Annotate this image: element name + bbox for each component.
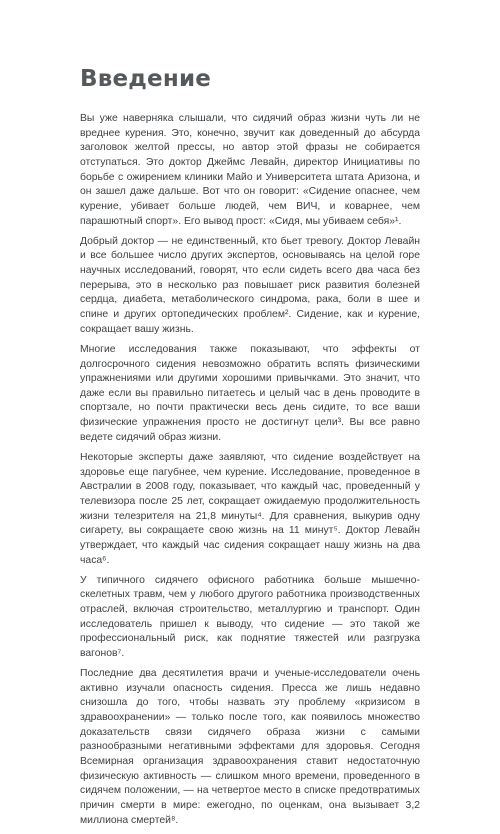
paragraph-5: У типичного сидячего офисного работника больше мышечно-скелетных травм, чем у любого другого работника производственных отраслей, включая строительство, металлургию и транспорт. Один исследователь пришел к выводу, что сидение — это такой же профессиональный риск, как поднятие тяжестей или разгрузка вагонов⁷. <box>80 574 420 659</box>
paragraph-2: Добрый доктор — не единственный, кто бьет тревогу. Доктор Левайн и все большее число других экспертов, основываясь на целой горе научных исследований, говорят, что если сидеть всего два часа без перерыва, это в несколько раз повышает риск развития болезней сердца, диабета, метаболического синдрома, рака, боли в шее и спине и других ортопедических проблем². Сидение, как и курение, сокращает вашу жизнь. <box>80 235 420 335</box>
chapter-title: Введение <box>80 66 212 92</box>
paragraph-1: Вы уже наверняка слышали, что сидячий образ жизни чуть ли не вреднее курения. Это, конечно, звучит как доведенный до абсурда заголовок желтой прессы, но автор этой фразы не собирается отступаться. Это доктор Джеймс Левайн, директор Инициативы по борьбе с ожирением клиники Майо и Университета штата Аризона, и он зашел даже дальше. Вот что он говорит: «Сидение опаснее, чем курение, убивает больше людей, чем ВИЧ, и коварнее, чем парашютный спорт». Его вывод прост: «Сидя, мы убиваем себя»¹. <box>80 113 420 227</box>
paragraph-6: Последние два десятилетия врачи и ученые-исследователи очень активно изучали опасность сидения. Пресса же лишь недавно снизошла до того, чтобы назвать эту проблему «кризисом в здравоохранении» — только после того, как появилось множество доказательств связи сидячего образа жизни с самыми разнообразными негативными эффектами для здоровья. Сегодня Всемирная организация здравоохранения ставит недостаточную физическую активность — слишком много времени, проведенного в сидячем положении, — на четвертое место в списке предотвратимых причин смерти в мире: ежегодно, по оценкам, она вызывает 3,2 миллиона смертей⁸. <box>80 668 420 826</box>
paragraph-4: Некоторые эксперты даже заявляют, что сидение воздействует на здоровье еще пагубнее, чем курение. Исследование, проведенное в Австралии в 2008 году, показывает, что каждый час, проведенный у телевизора после 25 лет, сокращает ожидаемую продолжительность жизни телезрителя на 21,8 минуты⁴. Для сравнения, выкурив одну сигарету, вы сокращаете свою жизнь на 11 минут⁵. Доктор Левайн утверждает, что каждый час сидения сокращает нашу жизнь на два часа⁶. <box>80 451 420 566</box>
chapter-body <box>80 112 420 834</box>
paragraph-3: Многие исследования также показывают, что эффекты от долгосрочного сидения невозможно обратить вспять физическими упражнениями или другими хорошими привычками. Это значит, что даже если вы правильно питаетесь и целый час в день проводите в спортзале, но почти практически весь день сидите, то все ваши физические упражнения просто не достигнут цели³. Вы все равно ведете сидячий образ жизни. <box>80 343 420 443</box>
